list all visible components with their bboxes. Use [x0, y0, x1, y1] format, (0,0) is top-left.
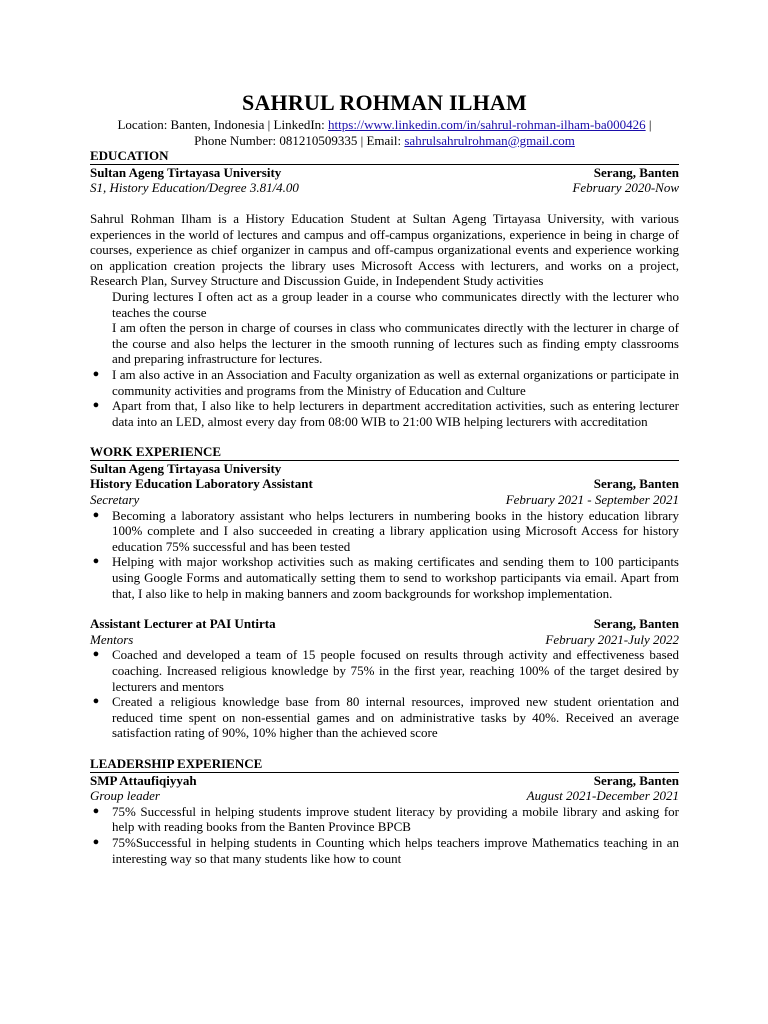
linkedin-separator: |: [645, 117, 652, 132]
job1-position-row: [90, 492, 679, 508]
job2-role: Assistant Lecturer at PAI Untirta: [90, 616, 276, 632]
bullet-icon: ●: [92, 399, 100, 412]
education-school-row: [90, 165, 679, 181]
list-item: ● 75%Successful in helping students in Counting which helps teachers improve Mathematics teaching in an interesting way so that many students like how to count: [90, 835, 679, 866]
candidate-name: SAHRUL ROHMAN ILHAM: [242, 90, 527, 115]
leadership-list: [90, 804, 679, 866]
contact-line-1: [90, 117, 679, 133]
list-item: I am often the person in charge of courses in class who communicates directly with the lecturer in charge of the course and also helps the lecturer in the smooth running of lectures such as finding empty classrooms and preparing infrastructure for lectures.: [112, 320, 679, 367]
phone-text: Phone Number: 081210509335 | Email:: [194, 132, 405, 148]
job2-list: [90, 647, 679, 741]
job1-role: History Education Laboratory Assistant: [90, 476, 313, 492]
education-heading: EDUCATION: [90, 148, 679, 165]
list-item: During lectures I often act as a group leader in a course who communicates directly with the lecturer who teaches the course: [112, 288, 679, 320]
list-item: ● Helping with major workshop activities such as making certificates and sending them to 100 participants using Google Forms and automatically setting them to send to workshop participants via email. Apart from that, I also like to help in making banners and zoom backgrounds for workshop implementation.: [90, 554, 679, 601]
job2-role-row: [90, 616, 679, 632]
job1-dates: February 2021 - September 2021: [505, 492, 679, 508]
linkedin-link[interactable]: https://www.linkedin.com/in/sahrul-rohman-ilham-ba000426: [328, 117, 646, 132]
education-list: [90, 289, 679, 429]
job1-location: Serang, Banten: [593, 476, 679, 492]
leadership-dates: August 2021-December 2021: [526, 788, 679, 804]
job1-position: Secretary: [90, 492, 140, 508]
leadership-location: Serang, Banten: [593, 772, 679, 788]
bullet-icon: ●: [92, 508, 100, 521]
job2-position-row: [90, 632, 679, 648]
location-text: Location: Banten, Indonesia | LinkedIn:: [117, 117, 329, 132]
bullet-icon: ●: [92, 648, 100, 661]
job2-dates: February 2021-July 2022: [545, 631, 679, 647]
education-degree-row: [90, 180, 679, 196]
education-degree: S1, History Education/Degree 3.81/4.00: [90, 180, 299, 196]
education-summary: Sahrul Rohman Ilham is a History Education Student at Sultan Ageng Tirtayasa University, with various experiences in the world of lectures and campus and off-campus organizations, experience in being in charge of courses, experience as chief organizer in campus and off-campus organizational events and experience working on application creation projects the library uses Microsoft Access with lecturers, and works on a project, Research Plan, Survey Structure and Discussion Guide, in Independent Study activities: [90, 210, 679, 289]
job2-position: Mentors: [90, 631, 134, 647]
job1-org: Sultan Ageng Tirtayasa University: [90, 460, 282, 476]
resume-document: [90, 90, 679, 866]
list-item: ● Becoming a laboratory assistant who helps lecturers in numbering books in the history education library 100% complete and I also succeeded in creating a library application using Microsoft Access for history education 75% successful and has been tested: [90, 508, 679, 555]
leadership-heading: LEADERSHIP EXPERIENCE: [90, 756, 679, 773]
leadership-position: Group leader: [90, 788, 160, 804]
bullet-icon: ●: [92, 835, 100, 848]
list-item: ● 75% Successful in helping students improve student literacy by providing a mobile library and asking for help with reading books from the Banten Province BPCB: [90, 804, 679, 835]
list-item: ● Coached and developed a team of 15 people focused on results through activity and effectiveness based coaching. Increased religious knowledge by 75% in the first year, reaching 100% of the target desired by lecturers and mentors: [90, 647, 679, 694]
list-item: ● Created a religious knowledge base from 80 internal resources, improved new student orientation and reduced time spent on non-essential games and on administrative tasks by 40%. Received an average satisfaction rating of 90%, 10% higher than the achieved score: [90, 694, 679, 741]
job1-list: [90, 508, 679, 602]
list-item: ● I am also active in an Association and Faculty organization as well as external organizations or participate in community activities and programs from the Ministry of Education and Culture: [90, 367, 679, 398]
bullet-icon: ●: [92, 367, 100, 380]
leadership-org-row: [90, 773, 679, 789]
education-school: Sultan Ageng Tirtayasa University: [90, 164, 282, 180]
email-link[interactable]: sahrulsahrulrohman@gmail.com: [404, 132, 575, 148]
list-item: ● Apart from that, I also like to help lecturers in department accreditation activities, such as entering lecturer data into an LED, almost every day from 08:00 WIB to 21:00 WIB helping lecturers with accreditation: [90, 398, 679, 429]
contact-line-2: [90, 133, 679, 149]
work-heading: WORK EXPERIENCE: [90, 444, 679, 461]
leadership-org: SMP Attaufiqiyyah: [90, 772, 197, 788]
job1-role-row: [90, 476, 679, 492]
bullet-icon: ●: [92, 804, 100, 817]
leadership-position-row: [90, 788, 679, 804]
bullet-icon: ●: [92, 695, 100, 708]
education-dates: February 2020-Now: [572, 180, 679, 196]
job2-location: Serang, Banten: [593, 616, 679, 632]
bullet-icon: ●: [92, 555, 100, 568]
education-location: Serang, Banten: [593, 164, 679, 180]
